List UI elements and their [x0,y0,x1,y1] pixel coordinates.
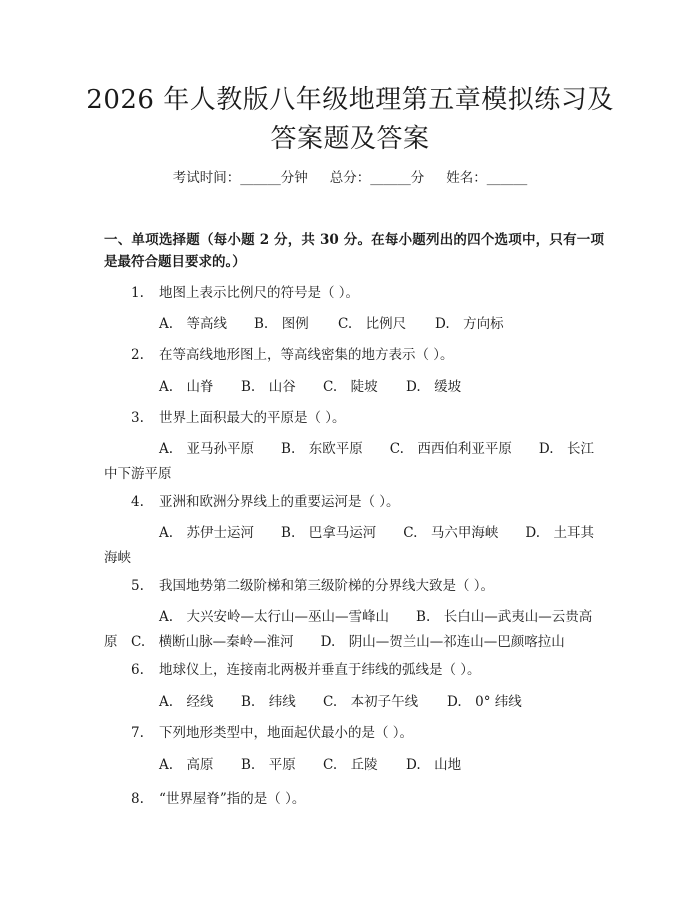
question-text: 下列地形类型中，地面起伏最小的是（ ）。 [159,725,414,741]
options-line-2[interactable]: 中下游平原 [104,466,172,482]
question-text: 亚洲和欧洲分界线上的重要运河是（ ）。 [159,494,400,510]
question-4-options [104,521,598,571]
page-title-line-2: 答案题及答案 [270,124,430,154]
question-text: 地图上表示比例尺的符号是（ ）。 [159,285,360,301]
option-b[interactable]: B. 图例 [254,316,309,332]
exam-meta [0,168,700,188]
question-number: 2. [131,347,144,363]
option-c[interactable]: C. 陡坡 [323,379,378,395]
section-heading: 一、单项选择题（每小题 2 分，共 30 分。在每小题列出的四个选项中，只有一项是最符合题目要求的。） [104,232,604,270]
option-a[interactable]: A. 等高线 [159,316,228,332]
question-number: 3. [131,410,144,426]
score-unit: 分 [410,170,425,186]
question-number: 6. [131,662,144,678]
score-blank: ______ [370,170,411,186]
question-5-options [104,605,598,655]
question-3 [131,408,346,428]
question-number: 5. [131,578,144,594]
question-text: 世界上面积最大的平原是（ ）。 [159,410,346,426]
time-unit: 分钟 [280,170,308,186]
question-1 [131,283,359,303]
name-blank: ______ [486,170,528,186]
options-line-1[interactable]: A. 苏伊士运河 B. 巴拿马运河 C. 马六甲海峡 D. 土耳其 [159,525,595,541]
option-d[interactable]: D. 0° 纬线 [447,694,522,710]
question-4 [131,492,400,512]
time-label: 考试时间： [172,170,241,186]
question-5 [131,576,494,596]
question-number: 1. [131,285,144,301]
options-line-2[interactable]: 原 C. 横断山脉—秦岭—淮河 D. 阴山—贺兰山—祁连山—巴颜喀拉山 [104,634,565,650]
question-number: 8. [131,791,144,807]
question-3-options [104,437,598,487]
page-title-line-1: 2026 年人教版八年级地理第五章模拟练习及 [86,85,614,115]
option-b[interactable]: B. 平原 [241,757,296,773]
option-a[interactable]: A. 经线 [159,694,214,710]
question-number: 4. [131,494,144,510]
question-text: “世界屋脊”指的是（ ）。 [159,791,306,807]
question-6 [131,660,481,680]
question-number: 7. [131,725,144,741]
option-c[interactable]: C. 本初子午线 [323,694,419,710]
time-blank: ______ [240,170,281,186]
question-2 [131,345,454,365]
option-c[interactable]: C. 比例尺 [338,316,407,332]
question-1-options [159,314,504,334]
option-c[interactable]: C. 丘陵 [323,757,378,773]
options-line-1[interactable]: A. 亚马孙平原 B. 东欧平原 C. 西西伯利亚平原 D. 长江 [159,441,595,457]
option-b[interactable]: B. 山谷 [241,379,296,395]
options-line-1[interactable]: A. 大兴安岭—太行山—巫山—雪峰山 B. 长白山—武夷山—云贵高 [159,609,593,625]
option-b[interactable]: B. 纬线 [241,694,296,710]
score-label: 总分： [329,170,371,186]
name-label: 姓名： [446,170,487,186]
question-7-options [159,755,461,775]
option-a[interactable]: A. 高原 [159,757,214,773]
question-6-options [159,692,522,712]
option-d[interactable]: D. 方向标 [435,316,504,332]
question-8 [131,789,305,809]
options-line-2[interactable]: 海峡 [104,550,131,566]
question-2-options [159,377,461,397]
question-text: 地球仪上，连接南北两极并垂直于纬线的弧线是（ ）。 [159,662,481,678]
option-d[interactable]: D. 山地 [406,757,462,773]
question-text: 我国地势第二级阶梯和第三级阶梯的分界线大致是（ ）。 [159,578,495,594]
option-d[interactable]: D. 缓坡 [406,379,462,395]
question-7 [131,723,413,743]
option-a[interactable]: A. 山脊 [159,379,214,395]
question-text: 在等高线地形图上，等高线密集的地方表示（ ）。 [159,347,454,363]
